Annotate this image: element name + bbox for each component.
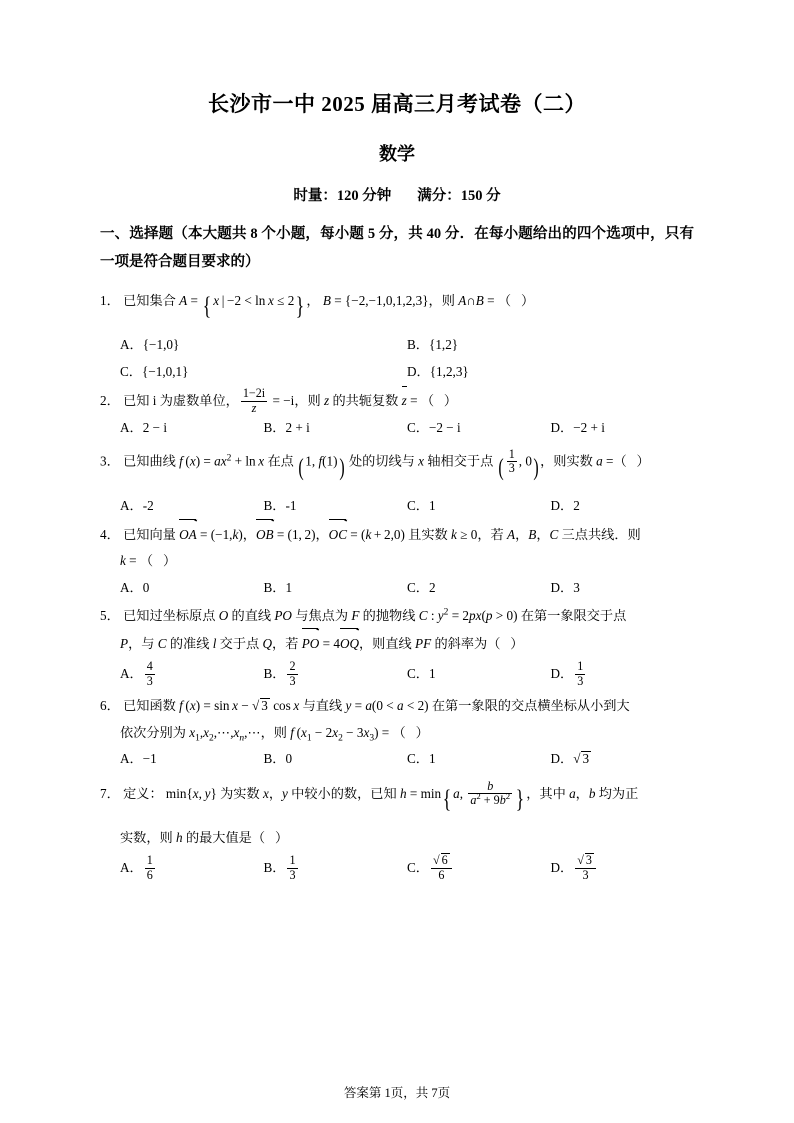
option-d[interactable]: D． $\frac{1}{3}$	[550, 659, 584, 688]
exam-meta	[100, 184, 694, 205]
question-2-options	[100, 415, 694, 441]
option-d[interactable]: D．−2 + i	[550, 420, 605, 436]
question-3	[100, 444, 694, 519]
question-5-stem-line2: P，与 C 的准线 l 交于点 Q，若 PO = 4OQ，则直线 PF 的斜率为（ ）	[100, 630, 694, 657]
question-1-options-2	[100, 359, 694, 385]
question-6-number: 6．	[100, 698, 120, 714]
question-2-number: 2．	[100, 393, 120, 409]
question-4-options	[100, 575, 694, 601]
question-7-number: 7．	[100, 785, 120, 801]
question-6-options	[100, 746, 694, 772]
question-1	[100, 282, 694, 385]
question-6	[100, 693, 694, 772]
option-c[interactable]: C．1	[407, 751, 436, 767]
question-6-stem-line1: 6． 已知函数 f (x) = sin x − √ 3 cos x 与直线 y = a(0 < a < 2) 在第一象限的交点横坐标从小到大	[100, 698, 630, 714]
option-a[interactable]: A．0	[120, 579, 150, 595]
question-3-number: 3．	[100, 453, 120, 469]
option-c[interactable]: C．1	[407, 497, 436, 513]
question-7-stem-line1: 7． 定义： min{x, y} 为实数 x，y 中较小的数，已知 h = min{ a, $\frac{b}{a^2 + 9b^2}$ } ，其中 a，b 均为正	[100, 778, 639, 813]
option-a[interactable]: A． $\frac{4}{3}$	[120, 659, 153, 688]
option-d[interactable]: D．{1,2,3}	[407, 363, 469, 379]
option-d[interactable]: D．2	[550, 497, 580, 513]
question-2-stem: 2． 已知 i 为虚数单位， $\frac{1-2i}{z}$ = −i，则 z 的共轭复数 z = （ ）	[100, 386, 458, 415]
question-4-number: 4．	[100, 526, 120, 542]
time-label: 时量：120 分钟	[293, 188, 392, 204]
option-b[interactable]: B．-1	[263, 497, 297, 513]
option-b[interactable]: B．{1,2}	[407, 337, 459, 353]
question-1-options	[100, 332, 694, 358]
question-2	[100, 387, 694, 442]
question-4-stem-line1: 4． 已知向量 OA = (−1,k)，OB = (1, 2)，OC = (k + 2,0) 且实数 k ≥ 0，若 A，B，C 三点共线．则	[100, 521, 694, 548]
option-d[interactable]: D． $\frac{√ 3}{3}$	[551, 851, 695, 885]
question-7-stem-line2: 实数，则 h 的最大值是（ ）	[120, 829, 289, 845]
question-3-stem: 3． 已知曲线 f $(x) = ax^2 + \ln x$ 在点 (1, f(1)) 处的切线与 x 轴相交于点 ( $\frac{1}{3}$ , 0)，则实数 a =（ ）	[100, 446, 650, 481]
option-a[interactable]: A．-2	[120, 497, 154, 513]
question-3-options	[100, 493, 694, 519]
option-b[interactable]: B．2 + i	[263, 420, 310, 436]
option-c[interactable]: C．2	[407, 579, 436, 595]
option-b[interactable]: B． $\frac{2}{3}$	[263, 659, 296, 688]
option-a[interactable]: A．{−1,0}	[120, 337, 180, 353]
option-b[interactable]: B． $\frac{1}{3}$	[263, 853, 296, 882]
document-body	[100, 88, 694, 887]
page-title: 长沙市一中 2025 届高三月考试卷（二）	[208, 92, 586, 116]
question-1-stem: 1． 已知集合 A = { x | −2 < ln x ≤ 2} ， B = {−2,−1,0,1,2,3}，则 A∩B = （ ）	[100, 293, 535, 321]
question-7-options	[100, 851, 694, 885]
question-5-number: 5．	[100, 608, 120, 624]
question-4	[100, 521, 694, 601]
option-b[interactable]: B．0	[263, 751, 293, 767]
score-label: 满分：150 分	[417, 188, 501, 204]
question-1-number: 1．	[100, 293, 120, 309]
option-c[interactable]: C．{−1,0,1}	[120, 363, 189, 379]
option-c[interactable]: C．−2 − i	[407, 420, 461, 436]
option-c[interactable]: C． $\frac{√ 6}{6}$	[407, 851, 551, 885]
question-4-stem-line2: k = （ ）	[120, 553, 177, 569]
page-footer: 答案第 1页，共 7页	[343, 1086, 451, 1100]
option-a[interactable]: A． $\frac{1}{6}$	[120, 853, 153, 882]
option-d[interactable]: D．3	[550, 579, 580, 595]
option-a[interactable]: A．−1	[120, 751, 157, 767]
option-b[interactable]: B．1	[263, 579, 293, 595]
question-5	[100, 603, 694, 691]
question-5-stem-line1: 5． 已知过坐标原点 O 的直线 PO 与焦点为 F 的抛物线 C : $y^2 = 2px(p > 0)$ 在第一象限交于点	[100, 607, 627, 624]
section-heading: 一、选择题（本大题共 8 个小题，每小题 5 分，共 40 分．在每小题给出的四个选项中，只有一项是符合题目要求的）	[100, 226, 694, 270]
option-d[interactable]: D．√ 3	[550, 751, 590, 767]
option-c[interactable]: C．1	[407, 666, 436, 682]
question-6-stem-line2: 依次分别为 $x_1,x_2,\cdots,x_n,\cdots$，则 f $(x_1 - 2x_2 - 3x_3)$ = （ ）	[120, 724, 429, 744]
subject-title: 数学	[379, 144, 415, 164]
question-5-options	[100, 657, 694, 691]
option-a[interactable]: A．2 − i	[120, 420, 168, 436]
question-7	[100, 775, 694, 886]
